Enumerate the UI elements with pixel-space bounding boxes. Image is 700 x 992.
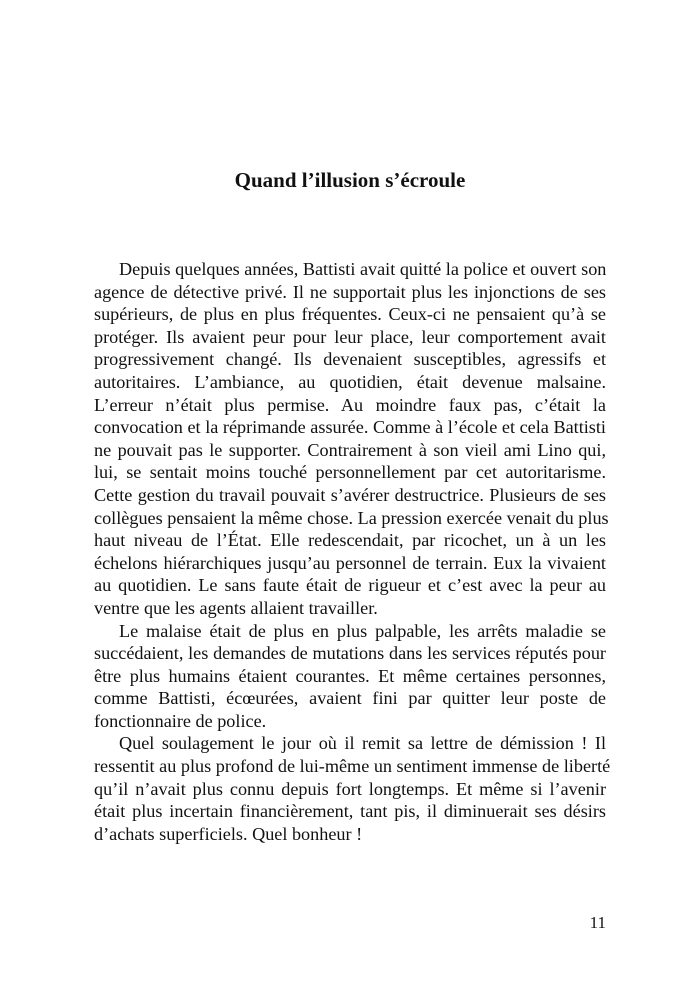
- page-number: 11: [589, 913, 606, 932]
- text-line: protéger. Ils avaient peur pour leur place, leur comportement avait: [94, 326, 606, 347]
- text-line: Quel soulagement le jour où il remit sa lettre de démission ! Il: [119, 733, 606, 754]
- text-line: au quotidien. Le sans faute était de rigueur et c’est avec la peur au: [94, 575, 606, 596]
- text-line: haut niveau de l’État. Elle redescendait, par ricochet, un à un les: [94, 530, 606, 551]
- text-line: ne pouvait pas le supporter. Contrairement à son vieil ami Lino qui,: [94, 439, 606, 460]
- text-line: Cette gestion du travail pouvait s’avérer destructrice. Plusieurs de ses: [94, 484, 606, 505]
- text-line: autoritaires. L’ambiance, au quotidien, était devenue malsaine.: [94, 371, 606, 392]
- body-text: [94, 258, 611, 845]
- chapter-title: Quand l’illusion s’écroule: [234, 168, 466, 192]
- text-line: comme Battisti, écœurées, avaient fini par quitter leur poste de: [94, 688, 606, 709]
- text-line: ressentit au plus profond de lui-même un sentiment immense de liberté: [94, 756, 611, 777]
- text-line: ventre que les agents allaient travailler.: [94, 597, 378, 618]
- text-line: d’achats superficiels. Quel bonheur !: [94, 823, 363, 844]
- text-line: collègues pensaient la même chose. La pression exercée venait du plus: [94, 507, 609, 528]
- paragraph: [94, 620, 606, 733]
- text-line: lui, se sentait moins touché personnellement par cet autoritarisme.: [94, 462, 606, 483]
- text-line: était plus incertain financièrement, tant pis, il diminuerait ses désirs: [94, 801, 606, 822]
- text-line: fonctionnaire de police.: [94, 710, 267, 731]
- text-line: succédaient, les demandes de mutations dans les services réputés pour: [94, 643, 606, 664]
- text-line: progressivement changé. Ils devenaient susceptibles, agressifs et: [94, 349, 606, 370]
- paragraph: [94, 258, 609, 620]
- text-line: convocation et la réprimande assurée. Comme à l’école et cela Battisti: [94, 417, 606, 438]
- text-line: qu’il n’avait plus connu depuis fort longtemps. Et même si l’avenir: [94, 778, 606, 799]
- text-line: Depuis quelques années, Battisti avait quitté la police et ouvert son: [119, 259, 607, 279]
- text-line: supérieurs, de plus en plus fréquentes. Ceux-ci ne pensaient qu’à se: [94, 304, 606, 325]
- text-line: échelons hiérarchiques jusqu’au personnel de terrain. Eux la vivaient: [94, 552, 606, 573]
- text-line: L’erreur n’était plus permise. Au moindre faux pas, c’était la: [94, 394, 606, 415]
- paragraph: [94, 732, 611, 845]
- text-line: être plus humains étaient courantes. Et même certaines personnes,: [94, 665, 606, 686]
- text-line: agence de détective privé. Il ne supportait plus les injonctions de ses: [94, 281, 606, 302]
- text-line: Le malaise était de plus en plus palpable, les arrêts maladie se: [119, 620, 606, 641]
